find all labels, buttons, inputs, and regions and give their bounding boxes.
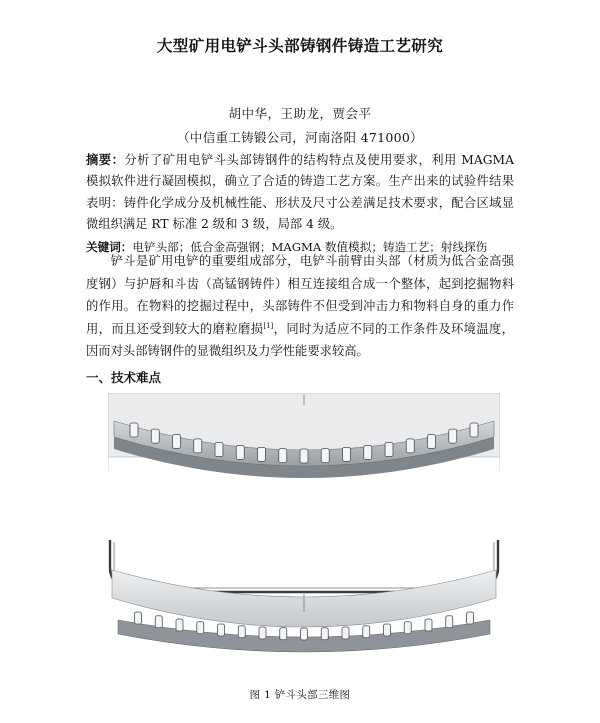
body-paragraph-text-end: ，同时为适应不同的工作条件及环境温度，因而对头部铸钢件的显微组织及力学性能要求较高。 <box>86 321 514 359</box>
tooth-pocket <box>364 445 372 459</box>
paper-title: 大型矿用电铲斗头部铸钢件铸造工艺研究 <box>156 37 444 55</box>
paper-affiliation: （中信重工铸锻公司，河南洛阳 471000） <box>177 130 423 145</box>
tooth-pocket <box>470 423 478 437</box>
tooth-pocket <box>215 443 223 457</box>
tooth-pocket <box>258 447 266 461</box>
tooth-pocket <box>135 612 142 624</box>
tooth-pocket <box>406 439 414 453</box>
abstract <box>86 150 514 235</box>
keywords-text: 电铲头部；低合金高强钢；MAGMA 数值模拟；铸造工艺；射线探伤 <box>132 240 488 254</box>
tooth-pocket <box>218 624 225 636</box>
tooth-pocket <box>236 445 244 459</box>
tooth-pocket <box>404 622 411 634</box>
body-paragraph <box>86 250 514 363</box>
tooth-pocket <box>384 624 391 636</box>
abstract-label: 摘要： <box>86 153 125 167</box>
tooth-pocket <box>343 447 351 461</box>
figure-top-view <box>108 393 500 509</box>
tooth-pocket <box>321 449 329 463</box>
tooth-pocket <box>176 619 183 631</box>
tooth-pocket <box>259 627 266 639</box>
tooth-pocket <box>194 439 202 453</box>
tooth-pocket <box>449 429 457 443</box>
reference-marker: [1] <box>263 321 274 330</box>
body-text <box>86 250 514 363</box>
tooth-pocket <box>280 628 287 640</box>
tooth-pocket <box>238 626 245 638</box>
tooth-pocket <box>467 612 474 624</box>
tooth-pocket <box>425 619 432 631</box>
tooth-pocket <box>301 628 308 640</box>
tooth-pocket <box>428 434 436 448</box>
tooth-pocket <box>173 434 181 448</box>
keywords-label: 关键词： <box>86 240 133 254</box>
paper-authors: 胡中华，王助龙，贾会平 <box>228 106 372 121</box>
tooth-pocket <box>342 627 349 639</box>
tooth-pocket <box>151 429 159 443</box>
tooth-pocket <box>300 449 308 463</box>
figure-perspective-view <box>108 528 500 672</box>
body-paragraph-text: 铲斗是矿用电铲的重要组成部分，电铲斗前臂由头部（材质为低合金高强度钢）与护唇和斗齿（高锰钢铸件）相互连接组合成一个整体，起到挖掘物料的作用。在物料的挖掘过程中，头部铸件不但受到冲击力和物料自身的重力作用，而且还受到较大的磨粒磨损 <box>86 254 514 336</box>
tooth-pocket <box>155 616 162 628</box>
tooth-pocket <box>385 443 393 457</box>
section-heading: 一、技术难点 <box>86 370 162 385</box>
tooth-pocket <box>197 622 204 634</box>
figure-caption: 图 1 铲斗头部三维图 <box>249 689 351 701</box>
tooth-pocket <box>363 626 370 638</box>
abstract-text: 分析了矿用电铲斗头部铸钢件的结构特点及使用要求，利用 MAGMA 模拟软件进行凝固模拟，确立了合适的铸造工艺方案。生产出来的试验件结果表明：铸件化学成分及机械性能、形状及尺寸公差满足技术要求，配合区域显微组织满足 RT 标准 2 级和 3 级，局部 4 级。 <box>86 153 514 231</box>
tooth-pocket <box>446 616 453 628</box>
tooth-pocket <box>279 449 287 463</box>
tooth-pocket <box>130 423 138 437</box>
tooth-pocket <box>321 628 328 640</box>
